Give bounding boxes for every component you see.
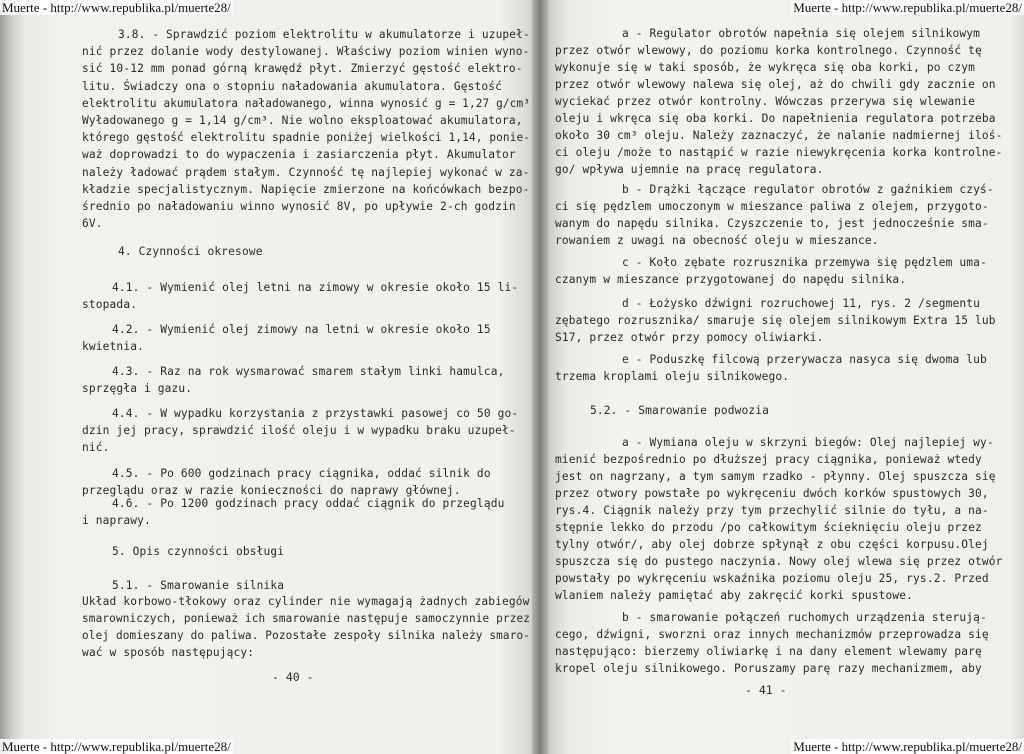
right-page-text-line: około 30 cm³ oleju. Należy zaznaczyć, że nalanie nadmiernej iloś- <box>555 129 1003 142</box>
right-page-text-line: oleju i wkręca się oba korki. Do napełnienia regulatora potrzeba <box>555 112 996 125</box>
right-page-text-line: ci oleju /może to nastąpić w razie niewykręcenia korka kontrolne- <box>555 146 1003 159</box>
left-page-text-line: 4.4. - W wypadku korzystania z przystawki pasowej co 50 go- <box>112 407 519 420</box>
left-page-text-line: nić przez dolanie wody destylowanej. Właściwy poziom winien wyno- <box>82 45 530 58</box>
right-page-text-line: czanym w mieszance przygotowanej do napędu silnika. <box>555 273 907 286</box>
right-page-text-line: tylny otwór/, aby olej dobrze spłynął z obu części korpusu.Olej <box>555 538 989 551</box>
watermark-top-right: Muerte - http://www.republika.pl/muerte28/ <box>793 0 1022 15</box>
left-page-text-line: 4.1. - Wymienić olej letni na zimowy w okresie około 15 li- <box>112 281 519 294</box>
left-page-text-line: 5. Opis czynności obsługi <box>112 545 285 558</box>
right-page-text-line: jest on nagrzany, a tym samym rzadko - płynny. Olej spuszcza się <box>555 470 996 483</box>
left-page-text-line: którego gęstość elektrolitu spadnie poniżej wielkości 1,14, ponie- <box>82 131 531 144</box>
left-page-text-line: 3.8. - Sprawdzić poziom elektrolitu w akumulatorze i uzupeł- <box>118 28 530 41</box>
right-page-text-line: powstały po wykręceniu wskaźnika poziomu oleju 25, rys.2. Przed <box>555 572 989 585</box>
left-page-text-line: 4.5. - Po 600 godzinach pracy ciągnika, oddać silnik do <box>112 467 491 480</box>
left-page-text-line: Układ korbowo-tłokowy oraz cylinder nie wymagają żadnych zabiegów <box>82 595 530 608</box>
right-page-text-line: b - smarowanie połączeń ruchomych urządzenia sterują- <box>622 611 987 624</box>
right-page-text-line: wykonuje się w taki sposób, że wykręca się oba korki, po czym <box>555 61 976 74</box>
left-page-text-line: olej domieszany do paliwa. Pozostałe zespoły silnika należy smaro- <box>82 629 531 642</box>
right-page-text-line: c - Koło zębate rozrusznika przemywa się pędzlem uma- <box>622 256 987 269</box>
right-page-text-line: spuszcza się do pustego naczynia. Nowy olej wlewa się przez otwór <box>555 555 1003 568</box>
right-page-text-line: ci się pędzlem umoczonym w mieszance paliwa z olejem, przygoto- <box>555 200 989 213</box>
right-page-text-line: przez otwór wlewowy nalewa się olej, aż do chwili gdy zacznie on <box>555 78 996 91</box>
watermark-top-left: Muerte - http://www.republika.pl/muerte28/ <box>2 0 231 15</box>
left-page-text-line: litu. Świadczy ona o stopniu naładowania akumulatora. Gęstość <box>82 80 503 93</box>
right-page-text-line: b - Drążki łączące regulator obrotów z gaźnikiem czyś- <box>622 183 994 196</box>
left-page-text-line: stopada. <box>82 298 138 311</box>
left-page-text-line: elektrolitu akumulatora naładowanego, winna wynosić g = 1,27 g/cm³ <box>82 97 531 110</box>
left-page-text-line: 4.3. - Raz na rok wysmarować smarem stałym linki hamulca, <box>112 365 505 378</box>
left-page-text-line: dzin jej pracy, sprawdzić ilość oleju i w wypadku braku uzupeł- <box>82 424 516 437</box>
watermark-bottom-right: Muerte - http://www.republika.pl/muerte28/ <box>793 739 1022 754</box>
left-page-text-line: 4.2. - Wymienić olej zimowy na letni w okresie około 15 <box>112 323 491 336</box>
right-page-text-line: a - Regulator obrotów napełnia się olejem silnikowym <box>622 27 981 40</box>
left-page-text-line: smarowniczych, ponieważ ich smarowanie następuje samoczynnie przez <box>82 612 531 625</box>
right-page-text-line: wanym do napędu silnika. Czyszczenie to, jest jednocześnie sma- <box>555 217 989 230</box>
left-page-text-line: kładzie specjalistycznym. Napięcie zmierzone na końcówkach bezpo- <box>82 183 530 196</box>
left-page-text-line: należy ładować prądem stałym. Czynność tę najlepiej wykonać w za- <box>82 166 530 179</box>
right-page-text-line: przez otwory powstałe po wykręceniu dwóch korków spustowych 30, <box>555 487 989 500</box>
right-page-text-line: a - Wymiana oleju w skrzyni biegów: Olej najlepiej wy- <box>622 436 994 449</box>
right-page-text-line: kropel oleju silnikowego. Poruszamy parę razy mechanizmem, aby <box>555 662 982 675</box>
watermark-bottom-left: Muerte - http://www.republika.pl/muerte28/ <box>2 739 231 754</box>
left-page-text-line: kwietnia. <box>82 340 144 353</box>
right-page-text-line: stępnie lekko do przodu /po całkowitym ścieknięciu oleju przez <box>555 521 982 534</box>
right-page-text-line: trzema kroplami oleju silnikowego. <box>555 370 790 383</box>
left-page-text-line: 4.6. - Po 1200 godzinach pracy oddać ciągnik do przeglądu <box>112 497 505 510</box>
right-page-text-line: d - Łożysko dźwigni rozruchowej 11, rys. 2 /segmentu <box>622 297 981 310</box>
left-page-text-line: 6V. <box>82 217 103 230</box>
left-page-text-line: 5.1. - Smarowanie silnika <box>112 579 285 592</box>
left-page-text-line: 4. Czynności okresowe <box>118 245 263 258</box>
right-page-text-line: wyciekać przez otwór kontrolny. Wówczas przerywa się wlewanie <box>555 95 976 108</box>
left-page-page-number: - 40 - <box>272 670 314 684</box>
right-page-text-line: wlaniem należy pamiętać aby zakręcić korki spustowe. <box>555 589 914 602</box>
right-page-text-line: go/ wpływa ujemnie na pracę regulatora. <box>555 163 824 176</box>
right-page-text-line: rys.4. Ciągnik należy przy tym przechylić silnie do tyłu, a na- <box>555 504 989 517</box>
right-page-page-number: - 41 - <box>745 683 787 697</box>
left-page-text-line: wać w sposób następujący: <box>82 646 255 659</box>
left-page-text-line: średnio po naładowaniu winno wynosić 8V, po upływie 2-ch godzin <box>82 200 516 213</box>
right-page-text-line: cego, dźwigni, sworzni oraz innych mechanizmów przeprowadza się <box>555 628 989 641</box>
right-page-text-line: 5.2. - Smarowanie podwozia <box>590 404 770 417</box>
left-page-text-line: sprzęgła i gazu. <box>82 382 193 395</box>
left-page-text-line: nić. <box>82 441 110 454</box>
left-page-text-line: sić 10-12 mm ponad górną krawędź płyt. Zmierzyć gęstość elektro- <box>82 62 523 75</box>
right-page-text-line: przez otwór wlewowy, do poziomu korka kontrolnego. Czynność tę <box>555 44 982 57</box>
left-page-text-line: waż doprowadzi to do wypaczenia i zasiarczenia płyt. Akumulator <box>82 148 516 161</box>
right-page-text-line: zębatego rozrusznika/ smaruje się olejem silnikowym Extra 15 lub <box>555 314 996 327</box>
book-gutter <box>532 0 548 754</box>
left-page-text-line: i naprawy. <box>82 514 151 527</box>
right-page-text-line: e - Poduszkę filcową przerywacza nasyca się dwoma lub <box>622 353 987 366</box>
right-page-text-line: rowaniem z uwagi na obecność oleju w mieszance. <box>555 234 879 247</box>
left-page-text-line: Wyładowanego g = 1,14 g/cm³. Nie wolno eksploatować akumulatora, <box>82 114 523 127</box>
right-page-text-line: następująco: bierzemy oliwiarkę i na dany element wlewamy parę <box>555 645 982 658</box>
right-page-text-line: mienić bezpośrednio po dłuższej pracy ciągnika, ponieważ wtedy <box>555 453 982 466</box>
right-page-text-line: S17, przez otwór przy pomocy oliwiarki. <box>555 331 824 344</box>
left-page-text-line: przeglądu oraz w razie konieczności do naprawy głównej. <box>82 484 461 497</box>
